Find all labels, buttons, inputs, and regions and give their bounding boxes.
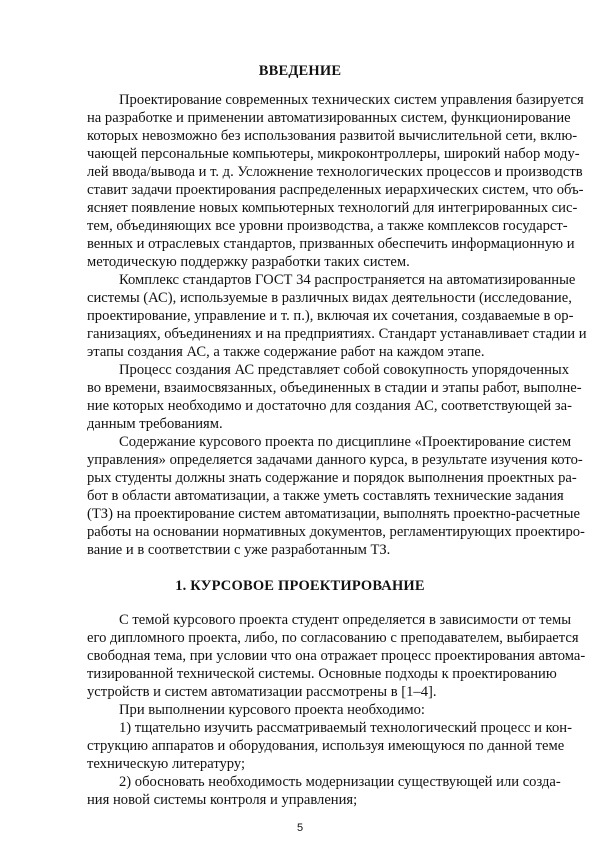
text-line: во времени, взаимосвязанных, объединенных в стадии и этапы работ, выполне- bbox=[87, 380, 582, 396]
text-line: ганизациях, объединениях и на предприятиях. Стандарт устанавливает стадии и bbox=[87, 326, 587, 342]
text-line: на разработке и применении автоматизированных систем, функционирование bbox=[87, 110, 571, 126]
text-line: этапы создания АС, а также содержание работ на каждом этапе. bbox=[87, 344, 485, 360]
section-heading-introduction: ВВЕДЕНИЕ bbox=[258, 63, 342, 79]
text-line: лей ввода/вывода и т. д. Усложнение технологических процессов и производств bbox=[87, 164, 583, 180]
text-line: венных и отраслевых стандартов, призванных обеспечить информационную и bbox=[87, 236, 575, 252]
text-line: ставит задачи проектирования распределенных иерархических систем, что объ- bbox=[87, 182, 584, 198]
text-line: ясняет появление новых компьютерных технологий для интегрированных сис- bbox=[87, 200, 578, 216]
text-line: свободная тема, при условии что она отражает процесс проектирования автома- bbox=[87, 648, 586, 664]
text-line: техническую литературу; bbox=[87, 756, 246, 772]
text-line: Процесс создания АС представляет собой совокупность упорядоченных bbox=[119, 362, 569, 378]
text-line: Комплекс стандартов ГОСТ 34 распространяется на автоматизированные bbox=[119, 272, 576, 288]
text-line: проектирование, управление и т. п.), включая их сочетания, создаваемые в ор- bbox=[87, 308, 574, 324]
text-line: (ТЗ) на проектирование систем автоматизации, выполнять проектно-расчетные bbox=[87, 506, 580, 522]
text-line: данным требованиям. bbox=[87, 416, 223, 432]
text-line: тизированной технической системы. Основные подходы к проектированию bbox=[87, 666, 557, 682]
text-line: бот в области автоматизации, а также уметь составлять технические задания bbox=[87, 488, 564, 504]
text-line: рых студенты должны знать содержание и порядок выполнения проектных ра- bbox=[87, 470, 577, 486]
text-line: вание и в соответствии с уже разработанным ТЗ. bbox=[87, 542, 391, 558]
text-line: С темой курсового проекта студент определяется в зависимости от темы bbox=[119, 612, 572, 628]
text-line: ние которых необходимо и достаточно для создания АС, соответствующей за- bbox=[87, 398, 572, 414]
text-line: Содержание курсового проекта по дисциплине «Проектирование систем bbox=[119, 434, 572, 450]
text-line: его дипломного проекта, либо, по согласованию с преподавателем, выбирается bbox=[87, 630, 579, 646]
list-item-1: 1) тщательно изучить рассматриваемый технологический процесс и кон- bbox=[119, 720, 572, 736]
text-line: работы на основании нормативных документов, регламентирующих проектиро- bbox=[87, 524, 585, 540]
text-line: управления» определяется задачами данного курса, в результате изучения кото- bbox=[87, 452, 583, 468]
text-line: ния новой системы контроля и управления; bbox=[87, 792, 358, 808]
text-line: Проектирование современных технических систем управления базируется bbox=[119, 92, 584, 108]
text-line: устройств и систем автоматизации рассмотрены в [1–4]. bbox=[87, 684, 437, 700]
text-line: методическую поддержку разработки таких систем. bbox=[87, 254, 410, 270]
text-line: струкцию аппаратов и оборудования, используя имеющуюся по данной теме bbox=[87, 738, 565, 754]
text-line: которых невозможно без использования развитой вычислительной сети, вклю- bbox=[87, 128, 578, 144]
page-number: 5 bbox=[296, 822, 304, 834]
text-line: тем, объединяющих все уровни производства, а также комплексов государст- bbox=[87, 218, 568, 234]
text-line: чающей персональные компьютеры, микроконтроллеры, широкий набор моду- bbox=[87, 146, 580, 162]
list-item-2: 2) обосновать необходимость модернизации существующей или созда- bbox=[119, 774, 561, 790]
text-line: системы (АС), используемые в различных видах деятельности (исследование, bbox=[87, 290, 572, 306]
section-heading-course-design: 1. КУРСОВОЕ ПРОЕКТИРОВАНИЕ bbox=[175, 578, 425, 594]
text-line: При выполнении курсового проекта необходимо: bbox=[119, 702, 425, 718]
